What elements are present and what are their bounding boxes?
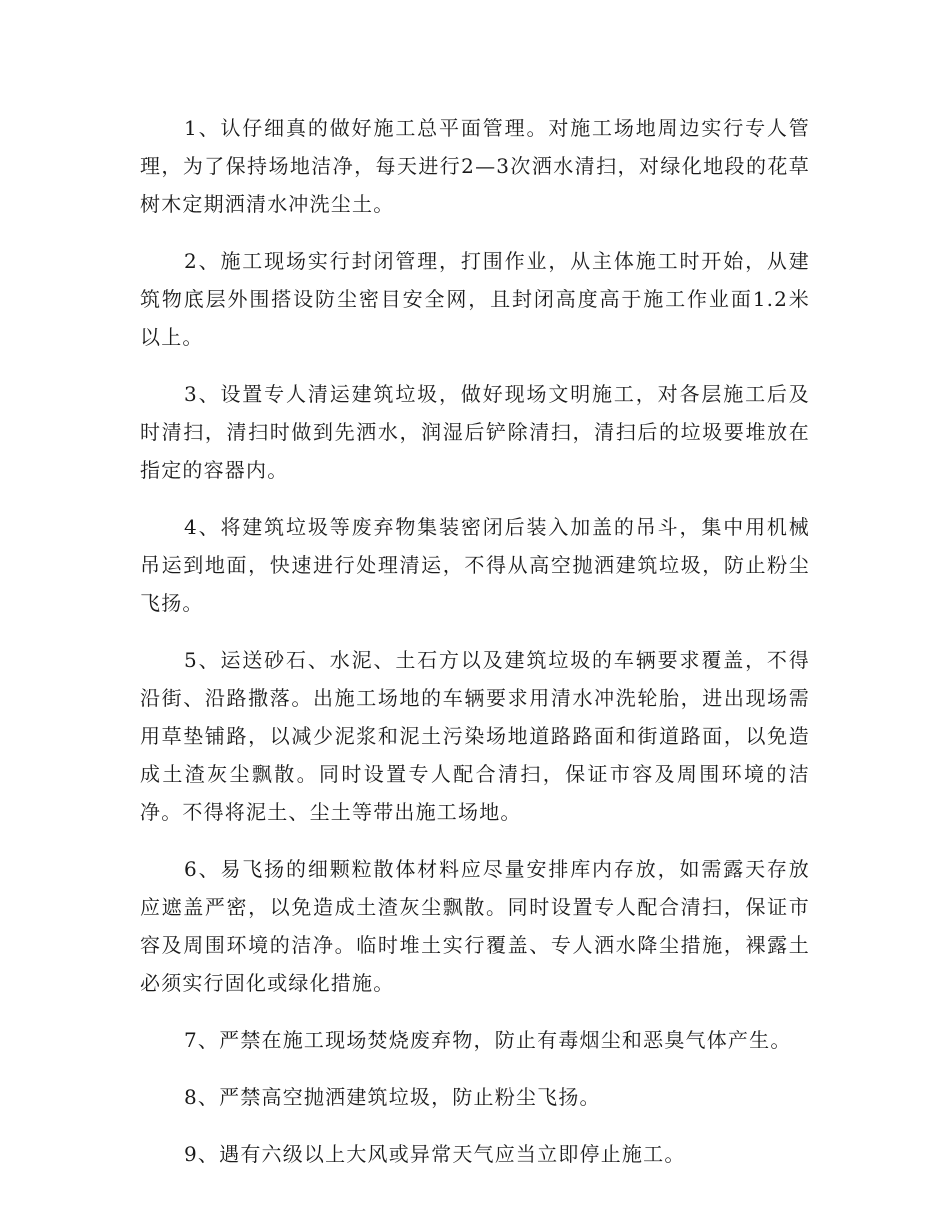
paragraph-1: 1、认仔细真的做好施工总平面管理。对施工场地周边实行专人管理，为了保持场地洁净，每天进行2—3次洒水清扫，对绿化地段的花草树木定期洒清水冲洗尘土。 — [140, 116, 810, 216]
document-body — [140, 109, 810, 1192]
paragraph-3: 3、设置专人清运建筑垃圾，做好现场文明施工，对各层施工后及时清扫，清扫时做到先洒水，润湿后铲除清扫，清扫后的垃圾要堆放在指定的容器内。 — [140, 382, 810, 482]
paragraph-5: 5、运送砂石、水泥、土石方以及建筑垃圾的车辆要求覆盖，不得沿街、沿路撒落。出施工场地的车辆要求用清水冲洗轮胎，进出现场需用草垫铺路，以减少泥浆和泥土污染场地道路路面和街道路面，以免造成土渣灰尘飘散。同时设置专人配合清扫，保证市容及周围环境的洁净。不得将泥土、尘土等带出施工场地。 — [140, 648, 810, 824]
paragraph-7: 7、严禁在施工现场焚烧废弃物，防止有毒烟尘和恶臭气体产生。 — [184, 1028, 792, 1052]
paragraph-6: 6、易飞扬的细颗粒散体材料应尽量安排库内存放，如需露天存放应遮盖严密，以免造成土渣灰尘飘散。同时设置专人配合清扫，保证市容及周围环境的洁净。临时堆土实行覆盖、专人洒水降尘措施，裸露土必须实行固化或绿化措施。 — [140, 857, 810, 995]
paragraph-4: 4、将建筑垃圾等废弃物集装密闭后装入加盖的吊斗，集中用机械吊运到地面，快速进行处理清运，不得从高空抛洒建筑垃圾，防止粉尘飞扬。 — [140, 515, 810, 615]
paragraph-8: 8、严禁高空抛洒建筑垃圾，防止粉尘飞扬。 — [184, 1085, 601, 1109]
paragraph-9: 9、遇有六级以上大风或异常天气应当立即停止施工。 — [184, 1142, 686, 1166]
paragraph-2: 2、施工现场实行封闭管理，打围作业，从主体施工时开始，从建筑物底层外围搭设防尘密目安全网，且封闭高度高于施工作业面1.2米以上。 — [140, 249, 810, 349]
